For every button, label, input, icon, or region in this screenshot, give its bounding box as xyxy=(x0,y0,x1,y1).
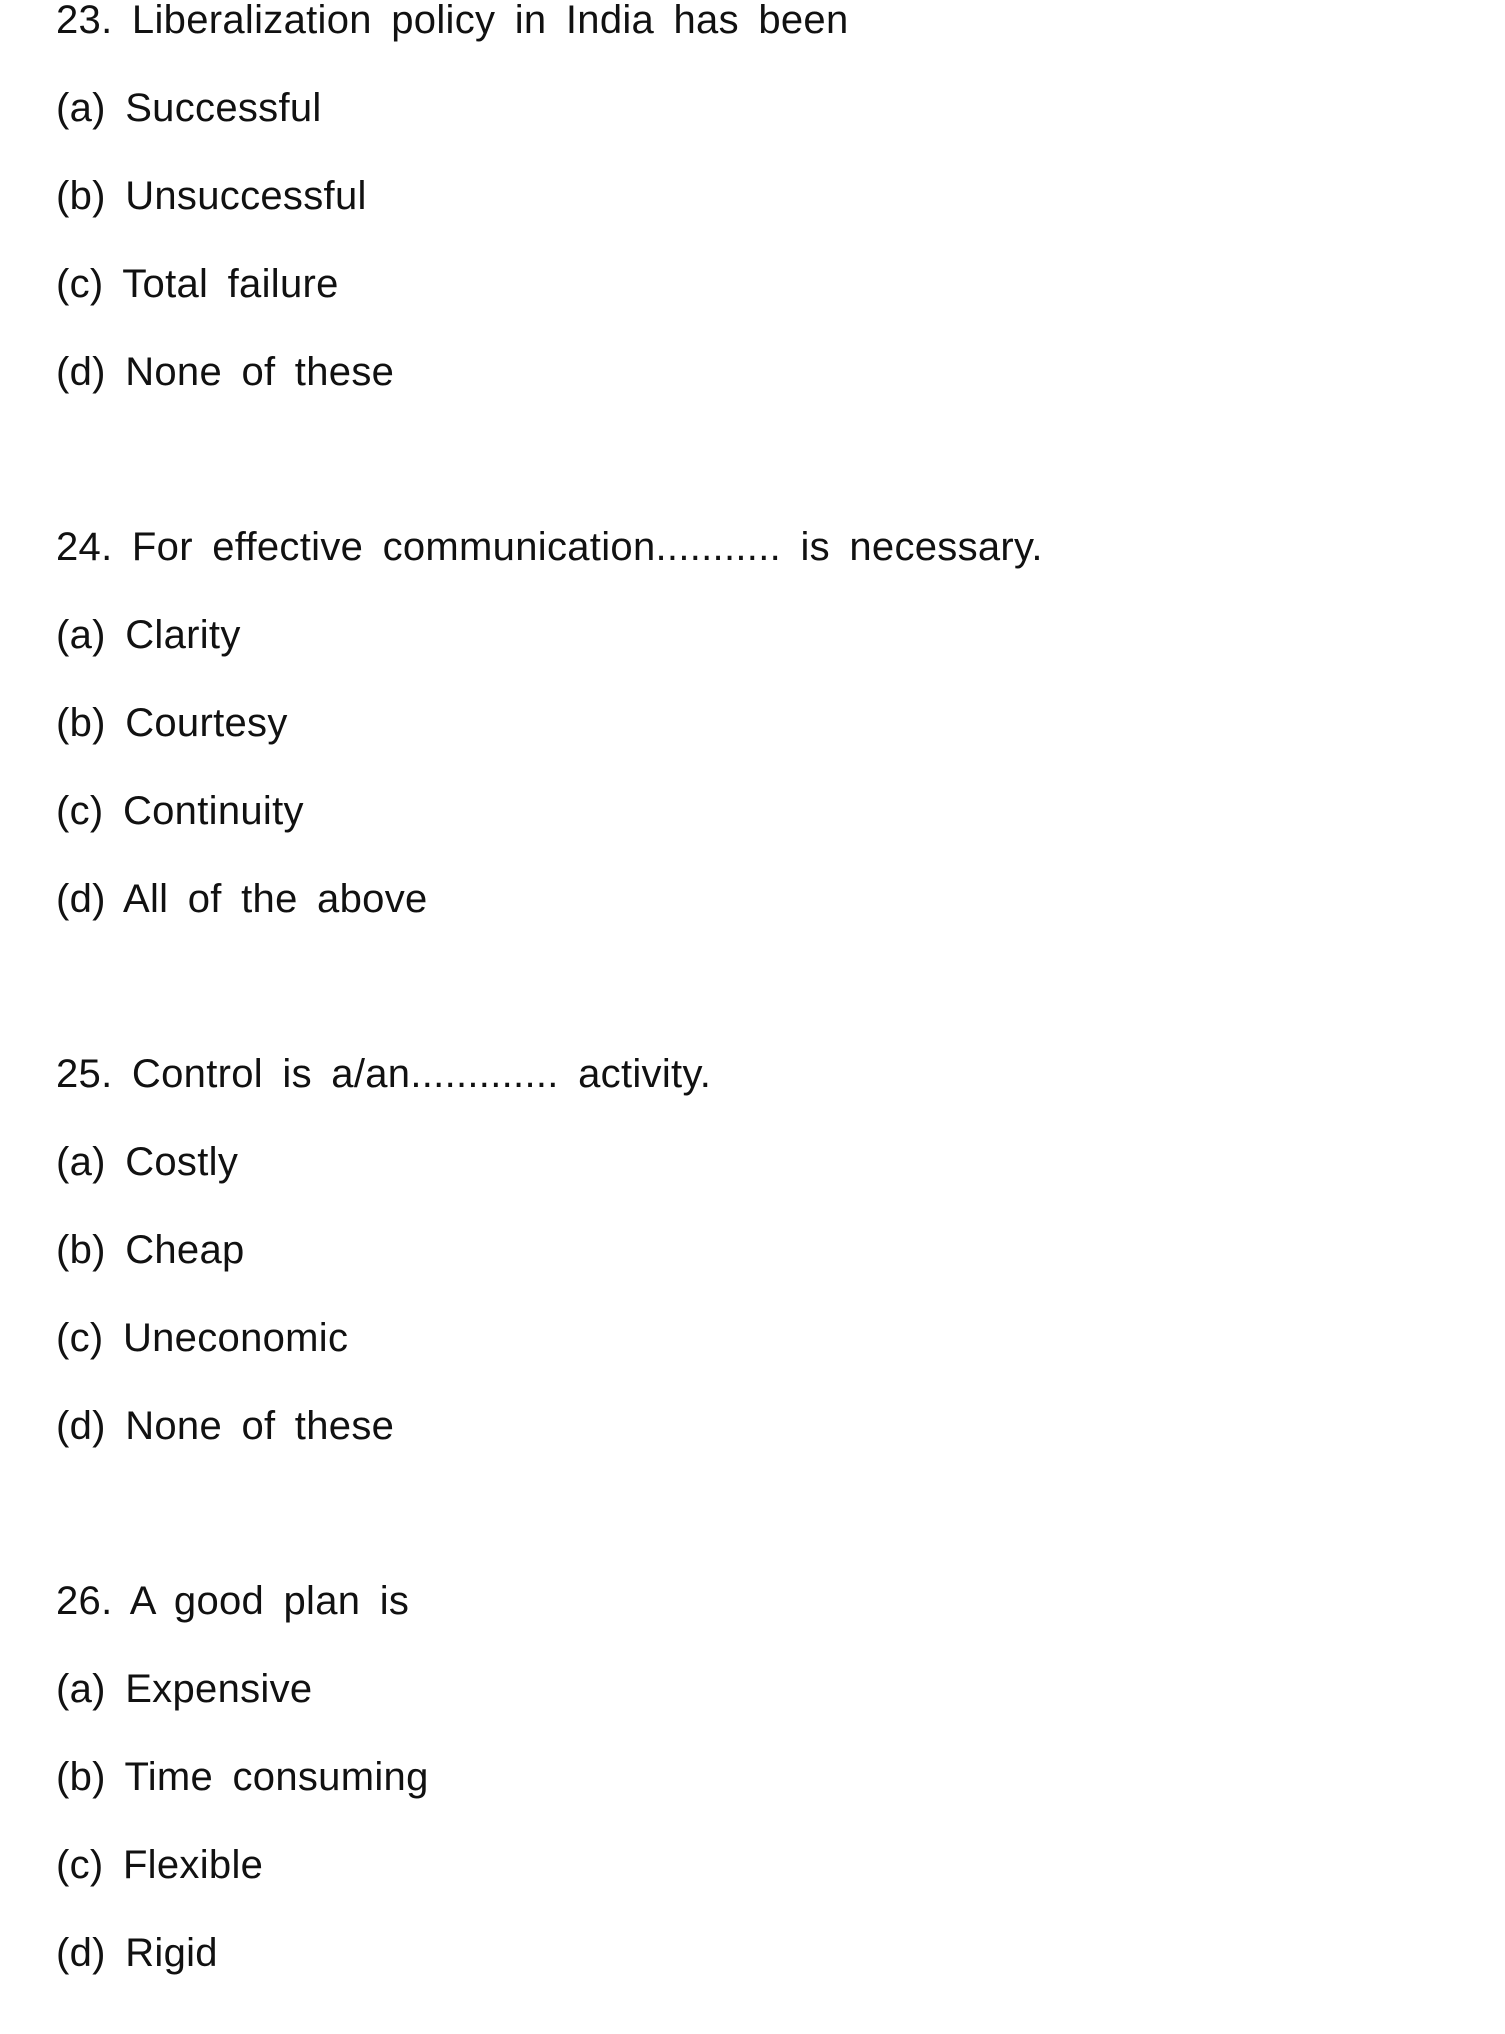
option-d: (d) All of the above xyxy=(56,877,428,921)
option-a: (a) Costly xyxy=(56,1140,239,1184)
question-stem: 24. For effective communication........... is necessary. xyxy=(56,525,1043,569)
option-c: (c) Continuity xyxy=(56,789,304,833)
option-c: (c) Uneconomic xyxy=(56,1316,349,1360)
question-stem: 25. Control is a/an............. activity. xyxy=(56,1052,712,1096)
option-d: (d) Rigid xyxy=(56,1931,218,1975)
question-stem: 26. A good plan is xyxy=(56,1579,410,1623)
option-b: (b) Time consuming xyxy=(56,1755,429,1799)
option-a: (a) Successful xyxy=(56,86,322,130)
question-stem: 23. Liberalization policy in India has been xyxy=(56,0,849,42)
question-23 xyxy=(56,0,1456,398)
option-a: (a) Clarity xyxy=(56,613,241,657)
question-24 xyxy=(56,521,1456,925)
question-26 xyxy=(56,1575,1456,1979)
option-a: (a) Expensive xyxy=(56,1667,313,1711)
option-c: (c) Total failure xyxy=(56,262,339,306)
option-c: (c) Flexible xyxy=(56,1843,264,1887)
option-b: (b) Courtesy xyxy=(56,701,288,745)
option-b: (b) Cheap xyxy=(56,1228,245,1272)
question-25 xyxy=(56,1048,1456,1452)
option-d: (d) None of these xyxy=(56,350,395,394)
option-b: (b) Unsuccessful xyxy=(56,174,367,218)
option-d: (d) None of these xyxy=(56,1404,395,1448)
